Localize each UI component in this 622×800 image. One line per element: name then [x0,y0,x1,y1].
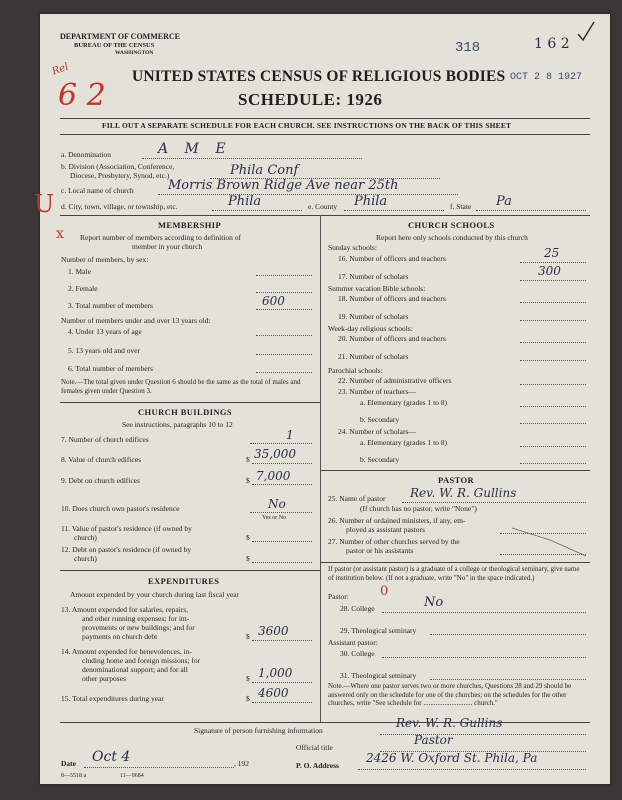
q27-label-2: pastor or his assistants [346,546,414,555]
red-x-mark: x [56,226,64,242]
address-label: P. O. Address [296,761,339,770]
division-label-2: Diocese, Presbytery, Synod, etc.) [70,171,170,180]
q27-label-1: 27. Number of other churches served by the [328,537,460,546]
q1-male-label: 1. Male [68,267,91,276]
q17-value: 300 [538,264,561,278]
assistant-pastor-label: Assistant pastor: [328,638,378,647]
q19-label: 19. Number of scholars [338,312,409,321]
corner-number: 1 6 2 [534,36,570,52]
graduation-note: If pastor (or assistant pastor) is a graduate of a college or theological seminary, give name of institution below. (If not a graduate, write "No" in the space indicated.) [328,565,580,582]
census-schedule-sheet [34,14,610,784]
parochial-header: Parochial schools: [328,366,383,375]
q6-total-label: 6. Total number of members [68,364,153,373]
yes-no-hint: Yes or No [262,515,287,521]
q14-label-2: cluding home and foreign missions; for [82,656,201,665]
weekday-header: Week-day religious schools: [328,324,413,333]
q16-label: 16. Number of officers and teachers [338,254,446,263]
q23b-label: b. Secondary [360,415,400,424]
q25-note: (If church has no pastor, write "None") [360,504,477,513]
pastor-title: PASTOR [438,475,475,485]
pastor-bottom-note: Note.—Where one pastor serves two or more churches, Questions 28 and 29 should be answered only on the schedule for one of the churches; on the schedules for the other churches, write "See schedule for ............................ church." [328,682,572,707]
red-note-small: Rel [50,61,71,78]
q9-label: 9. Debt on church edifices [61,476,140,485]
dollar-sign: $ [246,694,250,703]
dept-label: DEPARTMENT OF COMMERCE [60,32,181,41]
dollar-sign: $ [246,632,250,641]
q13-label-4: payments on church debt [82,632,158,641]
state-value: Pa [496,194,512,209]
q25-value: Rev. W. R. Gullins [410,486,517,500]
instructions-line: FILL OUT A SEPARATE SCHEDULE FOR EACH CHURCH. SEE INSTRUCTIONS ON THE BACK OF THIS SHEET [102,121,512,130]
q7-value: 1 [286,428,294,442]
buildings-intro: See instructions, paragraphs 10 to 12 [122,420,233,429]
city-label: d. City, town, village, or township, etc. [61,202,178,211]
official-title-label: Official title [296,743,333,752]
membership-title: MEMBERSHIP [158,220,222,230]
city-value: Phila [228,194,262,209]
q3-total-label: 3. Total number of members [68,301,153,310]
q12-label-2: church) [74,554,97,563]
official-title-value: Pastor [414,733,453,747]
year-label: , 192 [234,759,249,768]
signature-value: Rev. W. R. Gullins [396,716,503,730]
q24a-label: a. Elementary (grades 1 to 8) [360,438,448,447]
schools-intro: Report here only schools conducted by this church [376,233,528,242]
q11-label-1: 11. Value of pastor's residence (if owned by [61,524,192,533]
q24-label: 24. Number of scholars— [338,427,416,436]
state-label: f. State [450,202,472,211]
q12-label-1: 12. Debt on pastor's residence (if owned by [61,545,192,554]
address-value: 2426 W. Oxford St. Phila, Pa [366,751,538,765]
dollar-sign: $ [246,554,250,563]
q24b-label: b. Secondary [360,455,400,464]
q13-value: 3600 [258,624,289,638]
q26-label-1: 26. Number of ordained ministers, if any, em- [328,516,466,525]
q13-label-1: 13. Amount expended for salaries, repairs, [61,605,189,614]
membership-note: Note.—The total given under Question 6 should be the same as the total of males and females given under Question 3. [61,378,301,395]
local-name-label: c. Local name of church [61,186,134,195]
q14-label-3: denominational support; and for all [82,665,188,674]
received-date-stamp: OCT 2 8 1927 [510,72,583,83]
dollar-sign: $ [246,476,250,485]
q26-label-2: ployed as assistant pastors [346,525,425,534]
city-label: WASHINGTON [115,50,154,56]
red-number: 6 2 [58,78,106,113]
q10-label: 10. Does church own pastor's residence [61,504,180,513]
q7-label: 7. Number of church edifices [61,435,149,444]
q20-label: 20. Number of officers and teachers [338,334,446,343]
form-number: 8—5518 a [61,773,87,779]
q23a-label: a. Elementary (grades 1 to 8) [360,398,448,407]
schedule-title: SCHEDULE: 1926 [238,90,383,109]
county-label: e. County [308,202,338,211]
dollar-sign: $ [246,674,250,683]
sunday-header: Sunday schools: [328,243,377,252]
q28-value: No [424,595,444,610]
q29-label: 29. Theological seminary [340,626,417,635]
q18-label: 18. Number of officers and teachers [338,294,446,303]
q25-label: 25. Name of pastor [328,494,386,503]
q14-label-4: other purposes [82,674,126,683]
membership-intro-1: Report number of members according to definition of [80,233,241,242]
q8-value: 35,000 [254,447,296,461]
division-value: Phila Conf [230,163,299,178]
q14-label-1: 14. Amount expended for benevolences, in- [61,647,193,656]
q10-value: No [268,497,286,511]
date-label: Date [61,759,76,768]
date-value: Oct 4 [92,749,131,765]
q9-value: 7,000 [256,469,291,483]
age-header: Number of members under and over 13 years old: [61,316,211,325]
red-u-mark: U [34,190,55,218]
q13-label-2: and other running expenses; for im- [82,614,190,623]
local-name-value: Morris Brown Ridge Ave near 25th [168,178,399,193]
form-title: UNITED STATES CENSUS OF RELIGIOUS BODIES [132,68,506,85]
print-code: 11—9684 [120,773,144,779]
denomination-label: a. Denomination [61,150,111,159]
pastor-label: Pastor: [328,592,349,601]
q23-label: 23. Number of teachers— [338,387,416,396]
buildings-title: CHURCH BUILDINGS [138,407,233,417]
q30-label: 30. College [340,649,375,658]
sex-header: Number of members, by sex: [61,255,149,264]
q22-label: 22. Number of administrative officers [338,376,452,385]
division-label-1: b. Division (Association, Conference, [61,162,175,171]
q31-label: 31. Theological seminary [340,671,417,680]
membership-intro-2: member in your church [132,242,203,251]
pencil-scribble-icon [510,522,590,562]
q5-over13-label: 5. 13 years old and over [68,346,141,355]
denomination-value: A M E [158,141,232,157]
q11-label-2: church) [74,533,97,542]
expenditures-intro: Amount expended by your church during last fiscal year [70,590,240,599]
check-mark-icon [574,18,598,44]
county-value: Phila [354,194,388,209]
q16-value: 25 [544,246,560,260]
red-o-mark: 0 [380,584,389,599]
q15-label: 15. Total expenditures during year [61,694,164,703]
q13-label-3: provements or new buildings; and for [82,623,195,632]
dollar-sign: $ [246,455,250,464]
expenditures-title: EXPENDITURES [148,576,220,586]
q2-female-label: 2. Female [68,284,98,293]
q21-label: 21. Number of scholars [338,352,409,361]
q14-value: 1,000 [258,666,293,680]
q8-label: 8. Value of church edifices [61,455,142,464]
q4-under13-label: 4. Under 13 years of age [68,327,142,336]
bureau-label: BUREAU OF THE CENSUS [74,42,155,49]
dollar-sign: $ [246,533,250,542]
schools-title: CHURCH SCHOOLS [408,220,495,230]
q17-label: 17. Number of scholars [338,272,409,281]
q15-value: 4600 [258,686,289,700]
stamp-number: 318 [455,40,481,56]
q28-label: 28. College [340,604,375,613]
q3-total-value: 600 [262,294,285,308]
signature-label: Signature of person furnishing information [194,726,323,735]
summer-header: Summer vacation Bible schools: [328,284,426,293]
